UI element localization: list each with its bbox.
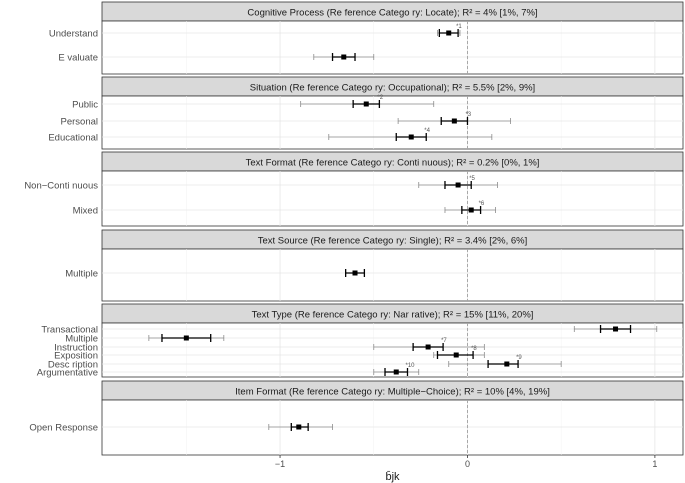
panel-6 [29,381,683,455]
category-label: Instruction [54,342,98,354]
point-annotation: *4 [424,128,430,134]
point-annotation: *8 [471,346,477,352]
category-label: Multiple [65,333,98,345]
panel-1 [49,2,683,74]
panel-title: Text Format (Re ference Catego ry: Conti nuous); R² = 0.2% [0%, 1%] [245,157,540,169]
point-estimate [454,353,459,358]
category-label: Personal [60,116,98,128]
point-annotation: *1 [456,24,462,30]
point-estimate [409,135,414,140]
point-estimate [394,370,399,375]
point-estimate [504,362,509,367]
category-label: E valuate [58,52,98,64]
point-annotation: *6 [478,201,485,207]
panel-body [102,171,683,226]
point-annotation: *2 [377,95,384,101]
point-estimate [426,345,431,350]
point-estimate [613,327,618,332]
panel-body [102,21,683,74]
category-label: Educational [48,132,98,144]
panel-5 [37,304,683,378]
point-annotation: *5 [469,176,475,182]
x-axis-title: b̄jk [385,471,400,483]
category-label: Public [72,99,98,111]
panel-body [102,249,683,301]
x-tick-label: −1 [274,459,286,469]
panel-body [102,400,683,455]
category-label: Multiple [65,268,98,280]
panel-title: Text Source (Re ference Catego ry: Single); R² = 3.4% [2%, 6%] [257,235,528,247]
panel-title: Situation (Re ference Catego ry: Occupational); R² = 5.5% [2%, 9%] [249,82,536,94]
point-annotation: *3 [465,112,472,118]
category-label: Open Response [29,422,98,434]
category-label: Desc ription [47,359,98,371]
category-label: Exposition [54,350,98,362]
x-tick-label: 1 [652,459,658,469]
category-label: Understand [48,28,98,40]
point-estimate [341,55,346,60]
panel-title: Item Format (Re ference Catego ry: Multiple−Choice); R² = 10% [4%, 19%] [235,386,550,398]
category-label: Mixed [72,205,98,217]
point-estimate [456,183,461,188]
point-estimate [469,208,474,213]
point-estimate [364,102,369,107]
point-estimate [452,119,457,124]
panel-2 [48,77,683,149]
panel-title: Text Type (Re ference Catego ry: Nar rative); R² = 15% [11%, 20%] [251,309,534,321]
point-estimate [296,425,301,430]
point-estimate [184,336,189,341]
category-label: Non−Conti nuous [24,180,98,192]
point-annotation: *10 [405,363,415,369]
x-tick-label: 0 [464,459,470,469]
panel-body [102,323,683,377]
category-label: Argumentative [36,367,98,379]
panel-3 [24,152,683,226]
point-annotation: *7 [441,338,447,344]
panel-title: Cognitive Process (Re ference Catego ry: Locate); R² = 4% [1%, 7%] [247,7,538,19]
point-annotation: *9 [516,355,522,361]
panel-4 [65,230,683,301]
category-label: Transactional [41,324,98,336]
point-estimate [446,31,451,36]
point-estimate [353,271,358,276]
